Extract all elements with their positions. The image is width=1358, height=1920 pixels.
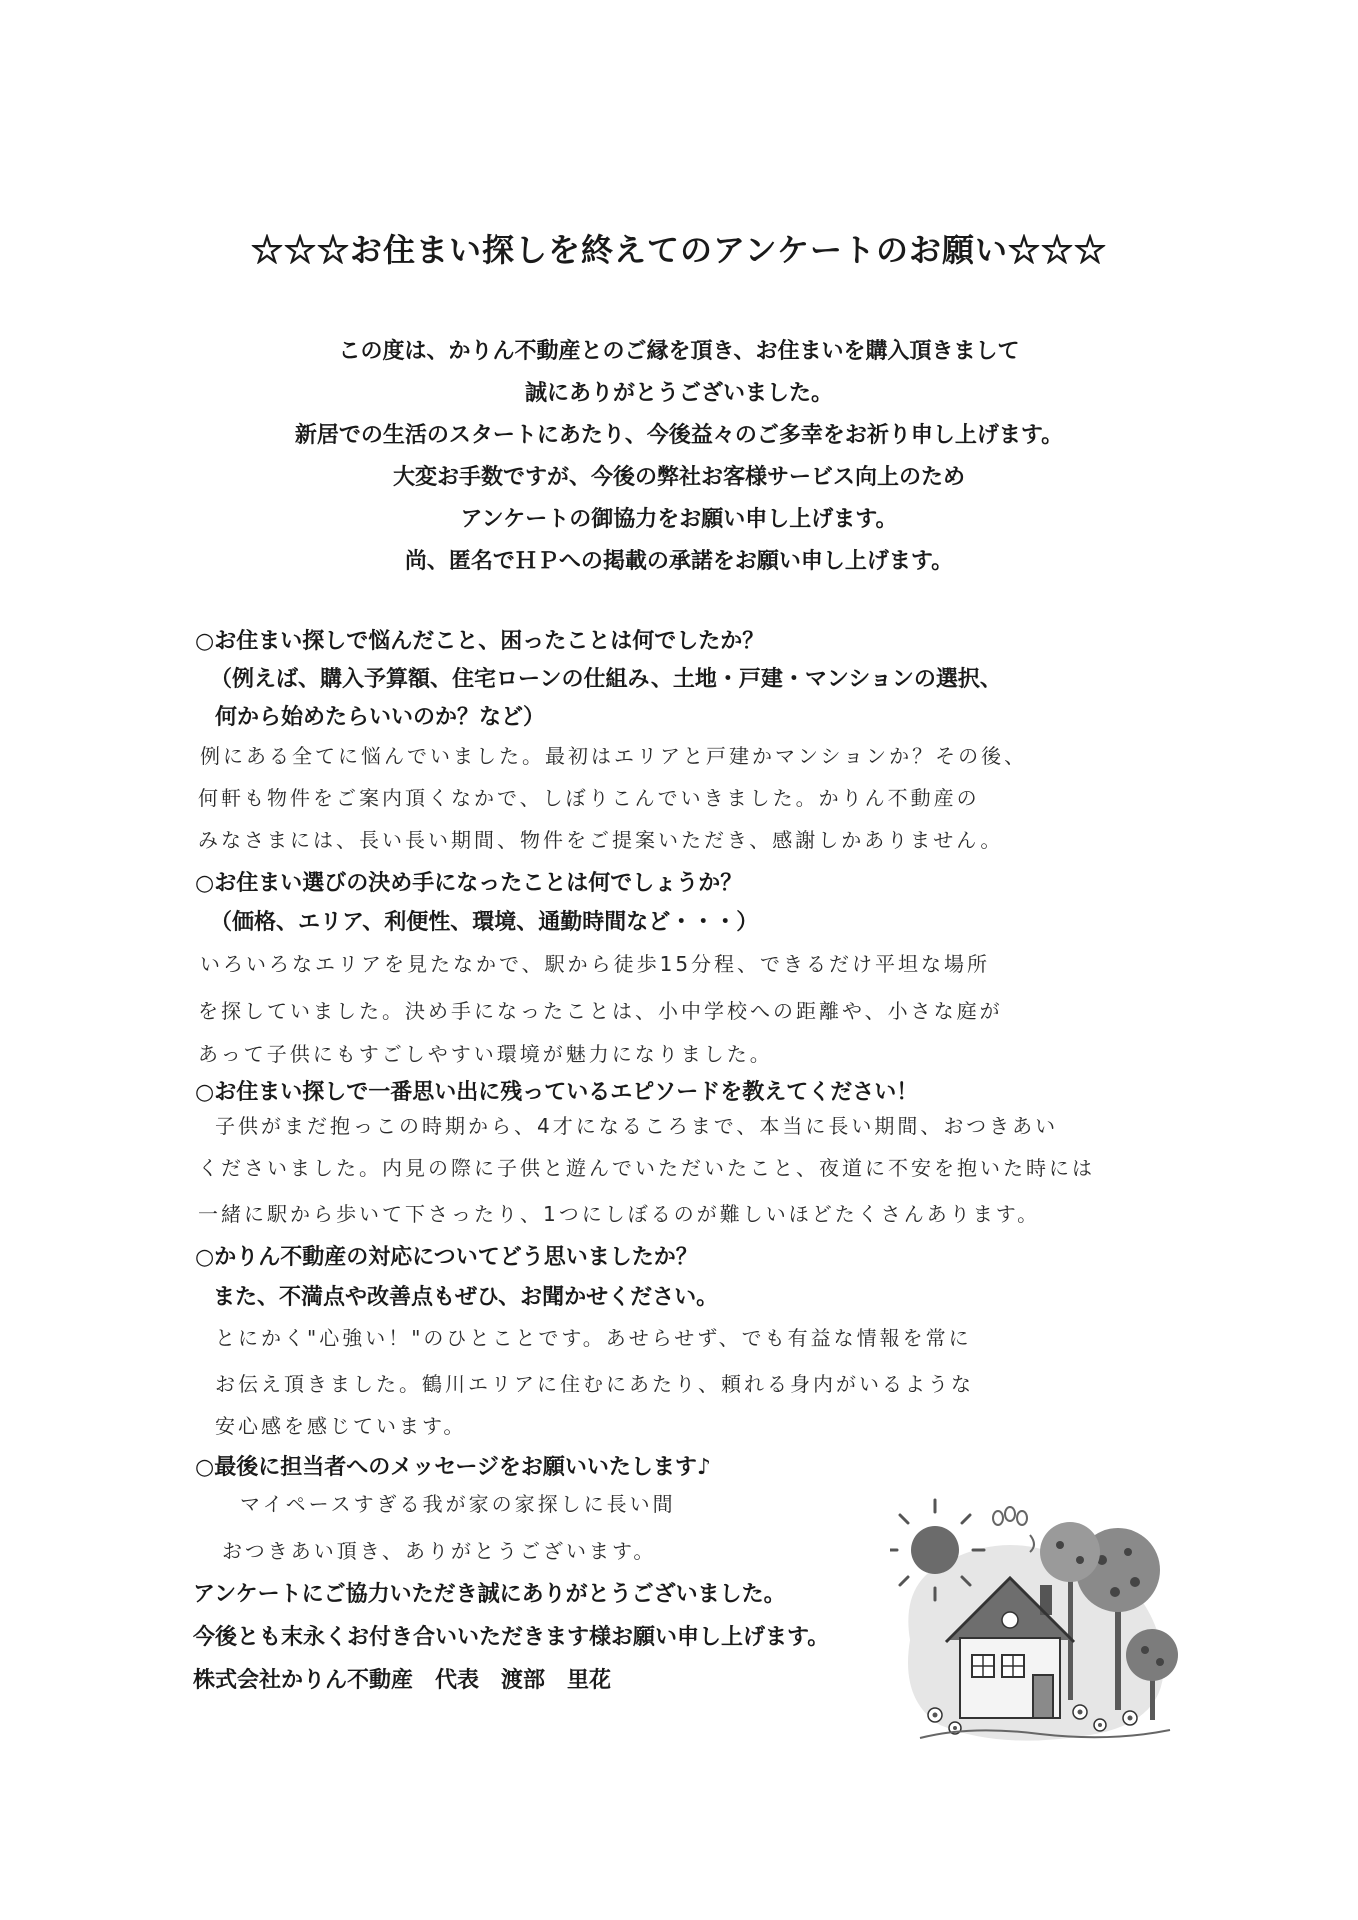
closing-regards: 今後とも末永くお付き合いいただきます様お願い申し上げます。: [193, 1624, 830, 1650]
question-4: ○かりん不動産の対応についてどう思いましたか？: [195, 1244, 698, 1270]
question-1-hint: （例えば、購入予算額、住宅ローンの仕組み、土地・戸建・マンションの選択、: [210, 666, 1002, 692]
house-illustration: [890, 1490, 1190, 1750]
question-3: ○お住まい探しで一番思い出に残っているエピソードを教えてください！: [195, 1079, 919, 1105]
question-2: ○お住まい選びの決め手になったことは何でしょうか？: [195, 870, 743, 896]
intro-message: [0, 330, 1358, 582]
intro-line: 大変お手数ですが、今後の弊社お客様サービス向上のため: [392, 464, 965, 490]
intro-line: アンケートの御協力をお願い申し上げます。: [460, 506, 898, 532]
answer-2-line: を探していました。決め手になったことは、小中学校への距離や、小さな庭が: [198, 999, 1003, 1023]
intro-line: この度は、かりん不動産とのご縁を頂き、お住まいを購入頂きまして: [338, 338, 1020, 364]
answer-5-line: おつきあい頂き、ありがとうございます。: [222, 1539, 657, 1563]
intro-line: 誠にありがとうございました。: [524, 380, 833, 406]
sun-icon: [911, 1526, 959, 1574]
answer-5-line: マイペースすぎる我が家の家探しに長い間: [240, 1492, 676, 1516]
answer-1-line: 例にある全てに悩んでいました。最初はエリアと戸建かマンションか？その後、: [200, 744, 1028, 768]
closing-thanks: アンケートにご協力いただき誠にありがとうございました。: [193, 1581, 786, 1607]
answer-3-line: 一緒に駅から歩いて下さったり、1つにしぼるのが難しいほどたくさんあります。: [198, 1202, 1041, 1226]
question-1-hint: 何から始めたらいいのか？など）: [215, 704, 546, 730]
company-signature: 株式会社かりん不動産 代表 渡部 里花: [193, 1667, 612, 1693]
answer-4-line: お伝え頂きました。鶴川エリアに住むにあたり、頼れる身内がいるような: [215, 1372, 974, 1396]
answer-1-line: みなさまには、長い長い期間、物件をご提案いただき、感謝しかありません。: [198, 828, 1004, 852]
page-title: ☆☆☆お住まい探しを終えてのアンケートのお願い☆☆☆: [250, 231, 1108, 269]
answer-2-line: あって子供にもすごしやすい環境が魅力になりました。: [198, 1042, 773, 1066]
answer-4-line: 安心感を感じています。: [215, 1414, 467, 1438]
question-1: ○お住まい探しで悩んだこと、困ったことは何でしたか？: [195, 628, 765, 654]
question-2-hint: （価格、エリア、利便性、環境、通勤時間など・・・）: [210, 909, 759, 935]
answer-1-line: 何軒も物件をご案内頂くなかで、しぼりこんでいきました。かりん不動産の: [198, 786, 980, 810]
intro-line: 新居での生活のスタートにあたり、今後益々のご多幸をお祈り申し上げます。: [294, 422, 1064, 448]
answer-2-line: いろいろなエリアを見たなかで、駅から徒歩15分程、できるだけ平坦な場所: [200, 952, 991, 976]
intro-line: 尚、匿名でＨＰへの掲載の承諾をお願い申し上げます。: [404, 548, 954, 574]
question-4-hint: また、不満点や改善点もぜひ、お聞かせください。: [213, 1284, 719, 1310]
question-5: ○最後に担当者へのメッセージをお願いいたします♪: [195, 1454, 711, 1480]
answer-3-line: くださいました。内見の際に子供と遊んでいただいたこと、夜道に不安を抱いた時には: [198, 1156, 1095, 1180]
answer-3-line: 子供がまだ抱っこの時期から、4才になるころまで、本当に長い期間、おつきあい: [215, 1114, 1059, 1138]
answer-4-line: とにかく"心強い！"のひとことです。あせらせず、でも有益な情報を常に: [215, 1326, 972, 1350]
